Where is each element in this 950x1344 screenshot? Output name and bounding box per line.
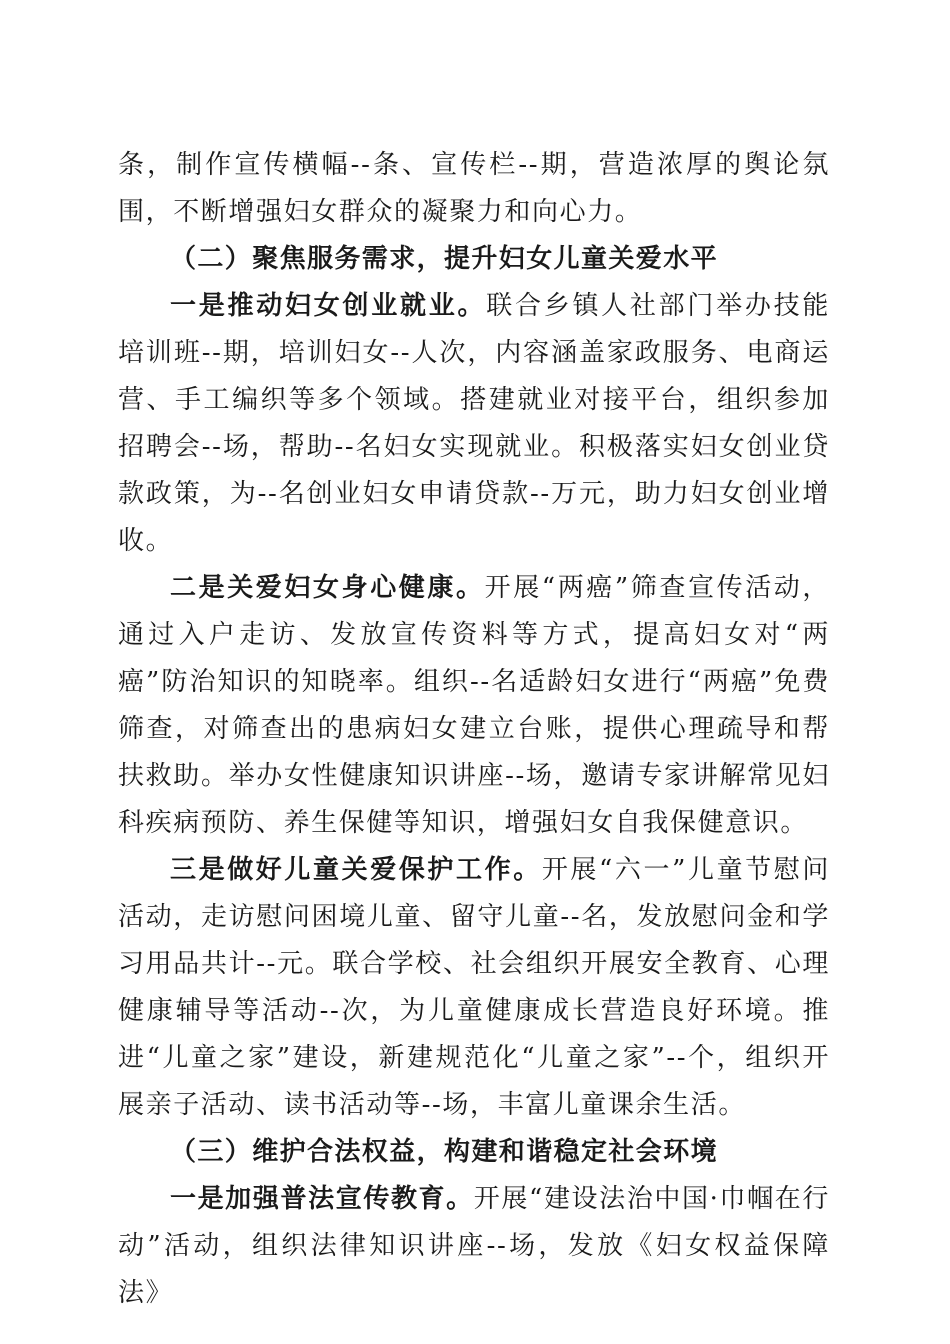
document-body xyxy=(118,142,830,1317)
paragraph-body-legal: 开展“建设法治中国·巾帼在行动”活动，组织法律知识讲座--场，发放《妇女权益保障法》 xyxy=(118,1184,830,1308)
paragraph-children xyxy=(118,847,830,1129)
paragraph-body-children: 开展“六一”儿童节慰问活动，走访慰问困境儿童、留守儿童--名，发放慰问金和学习用品共计--元。联合学校、社会组织开展安全教育、心理健康辅导等活动--次，为儿童健康成长营造良好环境。推进“儿童之家”建设，新建规范化“儿童之家”--个，组织开展亲子活动、读书活动等--场，丰富儿童课余生活。 xyxy=(118,855,830,1120)
paragraph-continuation: 条，制作宣传横幅--条、宣传栏--期，营造浓厚的舆论氛围，不断增强妇女群众的凝聚力和向心力。 xyxy=(118,150,830,227)
paragraph-employment xyxy=(118,283,830,565)
paragraph-lead-health: 二是关爱妇女身心健康。 xyxy=(170,573,485,603)
section-heading-3: （三）维护合法权益，构建和谐稳定社会环境 xyxy=(170,1137,719,1167)
paragraph-lead-employment: 一是推动妇女创业就业。 xyxy=(170,291,487,321)
paragraph-legal-education xyxy=(118,1176,830,1317)
section-heading-2: （二）聚焦服务需求，提升妇女儿童关爱水平 xyxy=(170,244,719,274)
paragraph-lead-legal: 一是加强普法宣传教育。 xyxy=(170,1184,474,1214)
paragraph-body-employment: 联合乡镇人社部门举办技能培训班--期，培训妇女--人次，内容涵盖家政服务、电商运营、手工编织等多个领域。搭建就业对接平台，组织参加招聘会--场，帮助--名妇女实现就业。积极落实妇女创业贷款政策，为--名创业妇女申请贷款--万元，助力妇女创业增收。 xyxy=(118,291,830,556)
paragraph-health xyxy=(118,565,830,847)
paragraph-lead-children: 三是做好儿童关爱保护工作。 xyxy=(170,855,542,885)
paragraph-body-health: 开展“两癌”筛查宣传活动，通过入户走访、发放宣传资料等方式，提高妇女对“两癌”防治知识的知晓率。组织--名适龄妇女进行“两癌”免费筛查，对筛查出的患病妇女建立台账，提供心理疏导和帮扶救助。举办女性健康知识讲座--场，邀请专家讲解常见妇科疾病预防、养生保健等知识，增强妇女自我保健意识。 xyxy=(118,573,830,838)
